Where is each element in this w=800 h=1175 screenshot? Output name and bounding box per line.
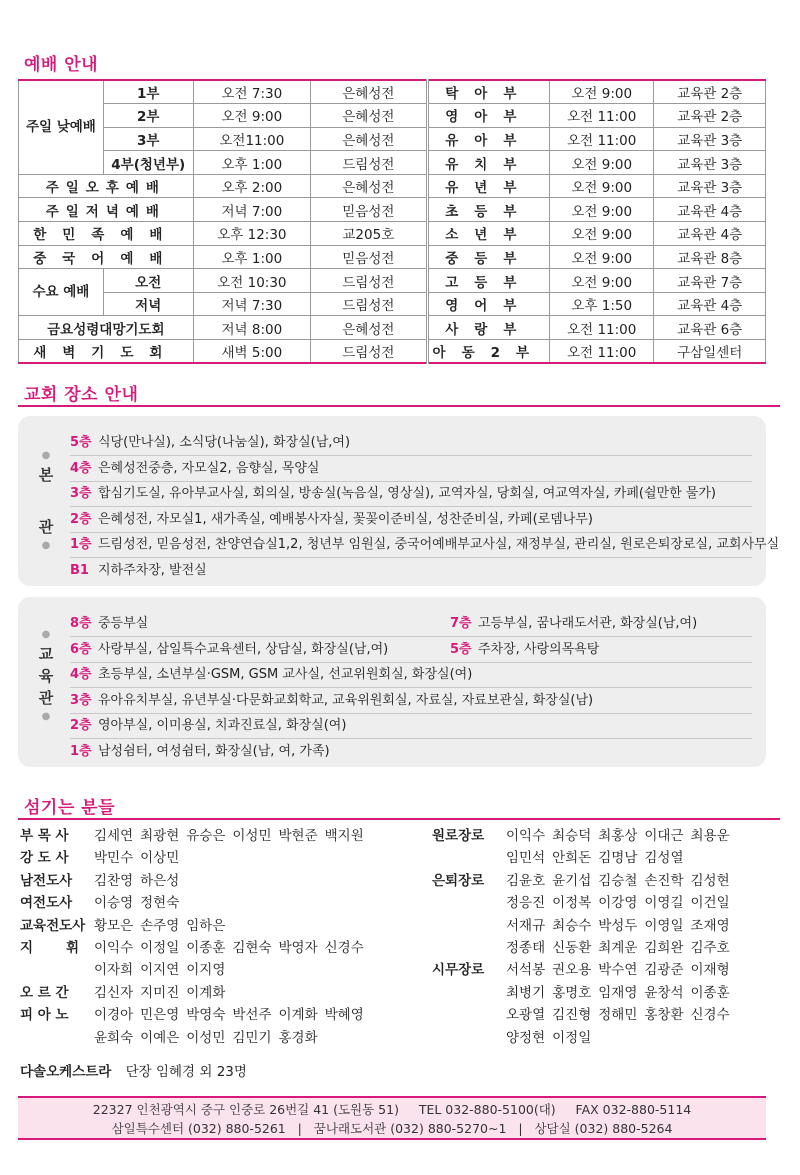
worship-time: 오후 1:00 [193,245,310,269]
worship-label: 1부 [103,80,193,104]
staff-name: 안희돈 [552,850,592,867]
staff-row [20,847,420,869]
worship-place: 은혜성전 [311,174,427,198]
dept-label: 유년부 [427,174,550,198]
floor-rooms: 남성쉼터, 여성쉼터, 화장실(남, 여, 가족) [98,744,330,759]
floor-row [70,637,752,663]
worship-label: 2부 [103,104,193,128]
staff-name: 최홍상 [598,828,638,844]
staff-name: 이지연 [140,962,180,979]
orchestra-row [20,1061,247,1083]
staff-role: 남전도사 [20,872,73,889]
staff-name: 김광준 [644,962,684,979]
worship-place: 은혜성전 [311,80,427,104]
staff-name: 박성두 [598,917,638,934]
floor-row [70,507,752,533]
worship-label: 4부(청년부) [103,151,193,175]
dept-place: 구삼일센터 [654,340,766,364]
worship-time: 오전11:00 [193,127,310,151]
staff-name: 이정복 [552,895,592,912]
staff-name: 김희완 [644,939,684,956]
staff-name: 최계운 [598,939,638,956]
staff-name: 이정일 [552,1029,592,1046]
staff-name: 홍창환 [644,1007,684,1024]
staff-name: 신경수 [324,939,364,956]
edu-building-label [32,627,60,725]
staff-name: 신동환 [552,939,592,956]
worship-place: 믿음성전 [311,245,427,269]
dept-label: 유아부 [427,127,550,151]
floor-row [70,456,752,482]
staff-name: 이승영 [94,895,134,912]
dept-label: 탁아부 [427,80,550,104]
dept-label: 사랑부 [427,316,550,340]
footer-contact [18,1096,766,1140]
dept-label: 소년부 [427,222,550,246]
worship-time: 오후 1:00 [193,151,310,175]
dept-label: 초등부 [427,198,550,222]
staff-name: 박수연 [598,962,638,979]
floor-row [70,532,780,558]
floor-number: 1층 [70,744,92,759]
staff-name: 이상민 [140,850,180,867]
staff-name: 권오용 [552,962,592,979]
dot-icon: ● [41,629,51,640]
floor-right-group [450,611,697,637]
dept-label: 유치부 [427,151,550,175]
floor-rooms: 영아부실, 이미용실, 치과진료실, 화장실(여) [98,718,347,734]
dept-label: 영어부 [427,292,550,316]
orchestra-role: 다솔오케스트라 [20,1064,112,1080]
worship-row [19,316,766,340]
floor-number: 1층 [70,537,92,553]
staff-row [432,915,772,937]
main-building-label [32,448,60,554]
floor-number: 5층 [450,641,472,657]
worship-row [19,127,766,151]
worship-time: 오전 9:00 [193,104,310,128]
dept-time: 오후 1:50 [550,292,654,316]
staff-row [20,1027,420,1049]
staff-name: 서석봉 [506,962,546,979]
worship-place: 은혜성전 [311,104,427,128]
worship-label: 중국어예배 [19,245,194,269]
floor-number: 2층 [70,511,92,527]
dept-time: 오전 9:00 [550,245,654,269]
main-building-char-2: 관 [38,518,54,536]
dept-time: 오전 11:00 [550,104,654,128]
staff-name: 김성열 [644,850,684,867]
staff-name: 이경아 [94,1007,134,1024]
staff-role: 교육전도사 [20,917,86,934]
staff-name: 박선주 [232,1007,272,1024]
staff-name: 김민기 [232,1029,272,1046]
staff-role: 부 목 사 [20,828,69,844]
staff-name: 이대근 [644,828,684,844]
floor-rooms: 초등부실, 소년부실·GSM, GSM 교사실, 선교위원회실, 화장실(여) [98,667,473,683]
staff-name: 최승덕 [552,828,592,844]
staff-name: 김신자 [94,984,134,1001]
floor-number: 7층 [450,616,472,631]
staff-name: 이종훈 [690,984,730,1001]
staff-name: 서재규 [506,917,546,934]
dept-place: 교육관 8층 [654,245,766,269]
floor-row [70,688,752,714]
worship-time: 오후 2:00 [193,174,310,198]
staff-name: 윤희숙 [94,1029,134,1046]
staff-name: 이자희 [94,962,134,979]
worship-row [19,174,766,198]
staff-name: 김찬영 [94,872,134,889]
staff-name: 김현숙 [232,939,272,956]
floor-rooms: 은혜성전, 자모실1, 새가족실, 예배봉사자실, 꽃꽂이준비실, 성찬준비실, 카페(로뎀나무) [98,511,593,527]
staff-role: 오 르 간 [20,984,69,1001]
dept-place: 교육관 4층 [654,222,766,246]
dot-icon: ● [41,540,51,551]
dept-label: 고등부 [427,269,550,293]
worship-label: 새벽기도회 [19,340,194,364]
worship-place: 교205호 [311,222,427,246]
worship-row [19,104,766,128]
edu-building-box [18,597,766,767]
location-title-rule [18,405,780,407]
staff-role: 여전도사 [20,895,73,912]
dept-time: 오전 11:00 [550,340,654,364]
staff-name: 홍경화 [278,1029,318,1046]
staff-name: 정해민 [598,1007,638,1024]
staff-name: 이정일 [140,939,180,956]
floor-rooms: 중등부실 [98,616,149,631]
dept-time: 오전 11:00 [550,316,654,340]
dept-place: 교육관 2층 [654,80,766,104]
floor-rooms: 유아유치부실, 유년부실·다문화교회학교, 교육위원회실, 자료실, 자료보관실, 화장실(남) [98,692,594,708]
staff-name: 민은영 [140,1007,180,1024]
worship-row [19,269,766,293]
worship-time: 저녁 7:30 [193,292,310,316]
worship-time: 오후 12:30 [193,222,310,246]
dept-label: 아동2부 [427,340,550,364]
staff-row [20,1004,420,1026]
worship-place: 드림성전 [311,151,427,175]
worship-row [19,222,766,246]
staff-row [20,915,420,937]
floor-number: 5층 [70,435,92,450]
staff-name: 이영일 [644,917,684,934]
worship-place: 은혜성전 [311,316,427,340]
floor-number: 3층 [70,692,92,708]
staff-name: 지미진 [140,984,180,1001]
staff-name: 김진형 [552,1007,592,1024]
staff-row [20,959,420,981]
worship-place: 드림성전 [311,340,427,364]
worship-place: 드림성전 [311,292,427,316]
floor-number: 2층 [70,718,92,734]
staff-name: 양정현 [506,1029,546,1046]
staff-name: 이영길 [644,895,684,912]
staff-row [432,825,772,847]
staff-name: 정종태 [506,939,546,956]
staff-role: 지 휘 [20,939,79,956]
staff-row [20,937,420,959]
worship-label: 주일오후예배 [19,174,194,198]
floor-row [70,739,752,765]
worship-group-label: 수요 예배 [19,269,104,316]
dot-icon: ● [41,711,51,722]
floor-number: 3층 [70,486,92,502]
staff-name: 정현숙 [140,895,180,912]
staff-section-title: 섬기는 분들 [24,798,116,818]
staff-role: 원로장로 [432,828,485,844]
worship-label: 금요성령대망기도회 [19,316,194,340]
staff-name: 황모은 [94,917,134,934]
worship-group-label: 주일 낮예배 [19,80,104,174]
worship-label: 한민족예배 [19,222,194,246]
dept-time: 오전 9:00 [550,80,654,104]
staff-name: 임하은 [186,917,226,934]
dept-place: 교육관 6층 [654,316,766,340]
dot-icon: ● [41,450,51,461]
staff-name: 김주호 [690,939,730,956]
footer-phones: 삼일특수센터 (032) 880-5261 | 꿈나래도서관 (032) 880-5270~1 | 상담실 (032) 880-5264 [111,1121,673,1136]
staff-name: 이강영 [598,895,638,912]
dept-time: 오전 11:00 [550,127,654,151]
worship-label: 3부 [103,127,193,151]
dept-place: 교육관 4층 [654,292,766,316]
staff-name: 손주영 [140,917,180,934]
floor-right-group [450,637,599,663]
worship-time: 오전 10:30 [193,269,310,293]
staff-name: 하은성 [140,872,180,889]
floor-row [70,558,752,584]
staff-name: 유승은 [186,828,226,844]
staff-role: 은퇴장로 [432,872,485,889]
staff-list-right [432,825,772,1049]
edu-building-char-3: 관 [38,689,54,707]
staff-name: 박영숙 [186,1007,226,1024]
staff-name: 임민석 [506,850,546,867]
staff-name: 이종훈 [186,939,226,956]
floor-rooms: 지하주차장, 발전실 [98,563,207,578]
staff-row [432,892,772,914]
staff-name: 박현준 [278,828,318,844]
staff-name: 홍명호 [552,984,592,1001]
dept-place: 교육관 4층 [654,198,766,222]
staff-name: 김세연 [94,828,134,844]
floor-number: 8층 [70,616,92,631]
staff-name: 최병기 [506,984,546,1001]
dept-label: 영아부 [427,104,550,128]
location-section-title: 교회 장소 안내 [24,385,139,405]
floor-number: 6층 [70,641,92,657]
staff-role: 피 아 노 [20,1007,69,1024]
staff-row [432,1004,772,1026]
worship-row [19,292,766,316]
worship-section-title: 예배 안내 [24,55,99,75]
floor-rooms: 식당(만나실), 소식당(나눔실), 화장실(남,여) [98,435,351,450]
floor-rooms: 고등부실, 꿈나래도서관, 화장실(남,여) [478,616,698,631]
main-building-char-1: 본 [38,466,54,484]
staff-name: 정응진 [506,895,546,912]
staff-name: 최광현 [140,828,180,844]
staff-name: 김윤호 [506,872,546,889]
edu-building-char-2: 육 [38,667,54,685]
staff-name: 이성민 [232,828,272,844]
floor-row [70,662,752,688]
dept-place: 교육관 3층 [654,151,766,175]
staff-name: 김명남 [598,850,638,867]
staff-name: 김성현 [690,872,730,889]
staff-row [20,982,420,1004]
staff-name: 오광열 [506,1007,546,1024]
floor-number: B1 [70,563,89,578]
floor-row [70,481,752,507]
staff-name: 이익수 [94,939,134,956]
dept-time: 오전 9:00 [550,269,654,293]
dept-place: 교육관 3층 [654,174,766,198]
staff-name: 백지원 [324,828,364,844]
staff-row [432,937,772,959]
staff-name: 신경수 [690,1007,730,1024]
worship-time: 저녁 7:00 [193,198,310,222]
footer-address: 22327 인천광역시 중구 인중로 26번길 41 (도원동 51) TEL 032-880-5100(대) FAX 032-880-5114 [92,1102,692,1117]
worship-time: 새벽 5:00 [193,340,310,364]
staff-row [432,1027,772,1049]
worship-time: 오전 7:30 [193,80,310,104]
dept-time: 오전 9:00 [550,151,654,175]
dept-time: 오전 9:00 [550,198,654,222]
staff-row [432,959,772,981]
dept-label: 중등부 [427,245,550,269]
staff-name: 박민수 [94,850,134,867]
floor-rooms: 합심기도실, 유아부교사실, 회의실, 방송실(녹음실, 영상실), 교역자실, 당회실, 여교역자실, 카페(쉴만한 물가) [98,486,716,502]
staff-row [20,870,420,892]
staff-row [432,847,772,869]
staff-name: 이지영 [186,962,226,979]
worship-row [19,80,766,104]
floor-rooms: 드림성전, 믿음성전, 찬양연습실1,2, 청년부 임원실, 중국어예배부교사실, 재정부실, 관리실, 원로은퇴장로실, 교회사무실 [98,537,780,553]
worship-label: 오전 [103,269,193,293]
staff-name: 최승수 [552,917,592,934]
worship-place: 드림성전 [311,269,427,293]
main-building-box [18,416,780,586]
staff-name: 조재영 [690,917,730,934]
worship-label: 주일저녁예배 [19,198,194,222]
worship-table [18,79,766,364]
worship-row [19,340,766,364]
edu-building-char-1: 교 [38,645,54,663]
staff-role: 시무장로 [432,962,485,979]
staff-name: 박혜영 [324,1007,364,1024]
staff-name: 이계화 [278,1007,318,1024]
staff-row [432,870,772,892]
worship-time: 저녁 8:00 [193,316,310,340]
floor-number: 4층 [70,667,92,683]
staff-name: 이익수 [506,828,546,844]
floor-rooms: 주차장, 사랑의목욕탕 [478,641,600,657]
orchestra-text: 단장 임혜경 외 23명 [125,1064,247,1080]
staff-name: 박영자 [278,939,318,956]
dept-place: 교육관 2층 [654,104,766,128]
floor-row [70,611,752,637]
worship-label: 저녁 [103,292,193,316]
staff-name: 이예은 [140,1029,180,1046]
staff-name: 임재영 [598,984,638,1001]
staff-name: 김승철 [598,872,638,889]
staff-row [20,825,420,847]
staff-name: 이재형 [690,962,730,979]
staff-row [432,982,772,1004]
staff-row [20,892,420,914]
dept-time: 오전 9:00 [550,222,654,246]
worship-place: 은혜성전 [311,127,427,151]
staff-name: 윤기섭 [552,872,592,889]
staff-name: 이계화 [186,984,226,1001]
staff-name: 윤창석 [644,984,684,1001]
worship-row [19,245,766,269]
floor-row [70,430,752,456]
floor-rooms: 은혜성전중층, 자모실2, 음향실, 목양실 [98,460,320,476]
dept-place: 교육관 3층 [654,127,766,151]
worship-row [19,151,766,175]
staff-name: 이건일 [690,895,730,912]
dept-place: 교육관 7층 [654,269,766,293]
staff-name: 손진학 [644,872,684,889]
dept-time: 오전 9:00 [550,174,654,198]
floor-number: 4층 [70,460,92,476]
staff-list-left [20,825,420,1049]
staff-name: 최용운 [690,828,730,844]
worship-place: 믿음성전 [311,198,427,222]
floor-rooms: 사랑부실, 삼일특수교육센터, 상담실, 화장실(남,여) [98,641,389,657]
worship-row [19,198,766,222]
floor-row [70,713,752,739]
staff-role: 강 도 사 [20,850,69,867]
staff-title-rule [18,818,780,820]
staff-name: 이성민 [186,1029,226,1046]
